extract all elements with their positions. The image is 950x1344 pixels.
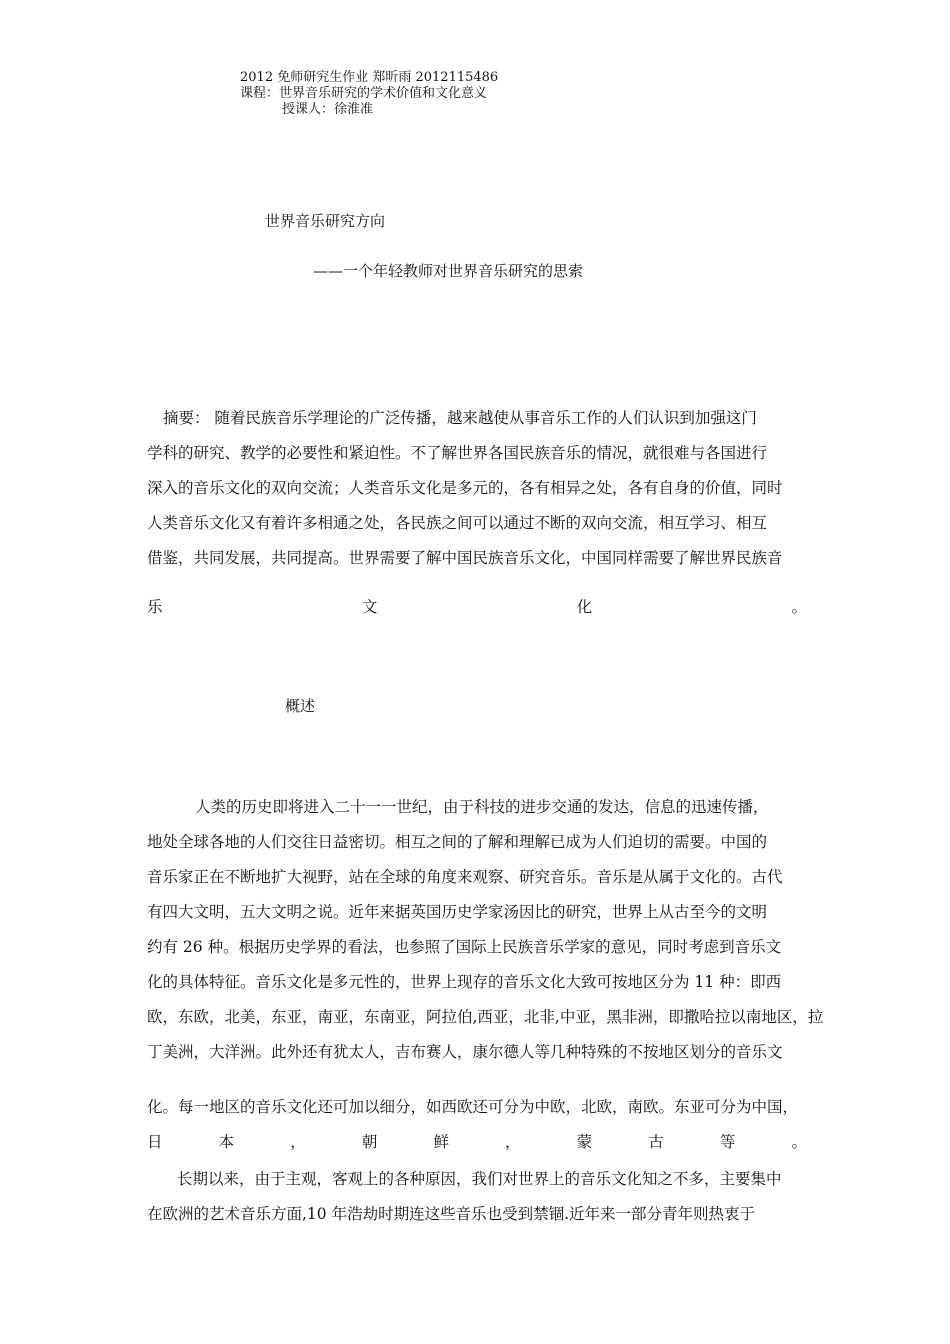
overview-char: 蒙 [576, 1133, 593, 1151]
overview-char: 日 [147, 1133, 163, 1151]
overview-char: 本 [218, 1133, 235, 1151]
overview-char: 鲜 [433, 1133, 449, 1151]
overview-line: 化的具体特征。音乐文化是多元性的，世界上现存的音乐文化大致可按地区分为 11 种：即西 [147, 973, 782, 991]
abstract-char: 乐 [147, 598, 163, 616]
overview-para2-line: 在欧洲的艺术音乐方面,10 年浩劫时期连这些音乐也受到禁锢.近年来一部分青年则热衷于 [147, 1205, 756, 1223]
abstract-line: 人类音乐文化又有着许多相通之处，各民族之间可以通过不断的双向交流，相互学习、相互 [147, 514, 768, 532]
abstract-last-line [147, 597, 807, 617]
overview-char: 等 [719, 1133, 736, 1151]
abstract-line: 深入的音乐文化的双向交流；人类音乐文化是多元的，各有相异之处，各有自身的价值，同时 [147, 479, 783, 497]
overview-para2-line: 长期以来，由于主观，客观上的各种原因，我们对世界上的音乐文化知之不多，主要集中 [177, 1170, 782, 1188]
abstract-char: 化 [576, 598, 593, 616]
overview-char: ， [290, 1133, 306, 1151]
overview-line: 人类的历史即将进入二十一一世纪，由于科技的进步交通的发达，信息的迅速传播， [195, 798, 769, 816]
abstract-line: 摘要： 随着民族音乐学理论的广泛传播，越来越使从事音乐工作的人们认识到加强这门 [163, 409, 757, 427]
document-title: 世界音乐研究方向 [265, 212, 386, 230]
overview-char: 。 [791, 1133, 807, 1151]
overview-char: ， [505, 1133, 521, 1151]
overview-char: 朝 [361, 1133, 378, 1151]
document-subtitle: ——一个年轻教师对世界音乐研究的思索 [313, 262, 584, 280]
header-student-line: 2012 免师研究生作业 郑昕雨 2012115486 [240, 70, 499, 85]
overview-char: 古 [648, 1133, 664, 1151]
overview-line: 欧，东欧，北美，东亚，南亚，东南亚，阿拉伯,西亚，北非,中亚，黑非洲，即撒哈拉以南地区，拉 [147, 1008, 824, 1026]
overview-line: 有四大文明，五大文明之说。近年来据英国历史学家汤因比的研究，世界上从古至今的文明 [147, 903, 768, 921]
overview-heading: 概述 [285, 697, 316, 715]
abstract-char: 文 [361, 598, 378, 616]
abstract-char: 。 [791, 598, 807, 616]
overview-line: 约有 26 种。根据历史学界的看法，也参照了国际上民族音乐学家的意见，同时考虑到音乐文 [147, 938, 782, 956]
header-course-line: 课程：世界音乐研究的学术价值和文化意义 [240, 86, 488, 101]
overview-line: 音乐家正在不断地扩大视野，站在全球的角度来观察、研究音乐。音乐是从属于文化的。古代 [147, 868, 783, 886]
abstract-line: 借鉴，共同发展，共同提高。世界需要了解中国民族音乐文化，中国同样需要了解世界民族音 [147, 549, 783, 567]
abstract-line: 学科的研究、教学的必要性和紧迫性。不了解世界各国民族音乐的情况，就很难与各国进行 [147, 444, 768, 462]
overview-line: 地处全球各地的人们交往日益密切。相互之间的了解和理解已成为人们迫切的需要。中国的 [147, 833, 768, 851]
overview-last-line [147, 1132, 807, 1152]
overview-line: 丁美洲，大洋洲。此外还有犹太人，吉布赛人，康尔德人等几种特殊的不按地区划分的音乐文 [147, 1043, 783, 1061]
header-instructor-line: 授课人：徐淮准 [282, 102, 374, 117]
overview-line: 化。每一地区的音乐文化还可加以细分，如西欧还可分为中欧，北欧，南欧。东亚可分为中国， [147, 1098, 799, 1116]
